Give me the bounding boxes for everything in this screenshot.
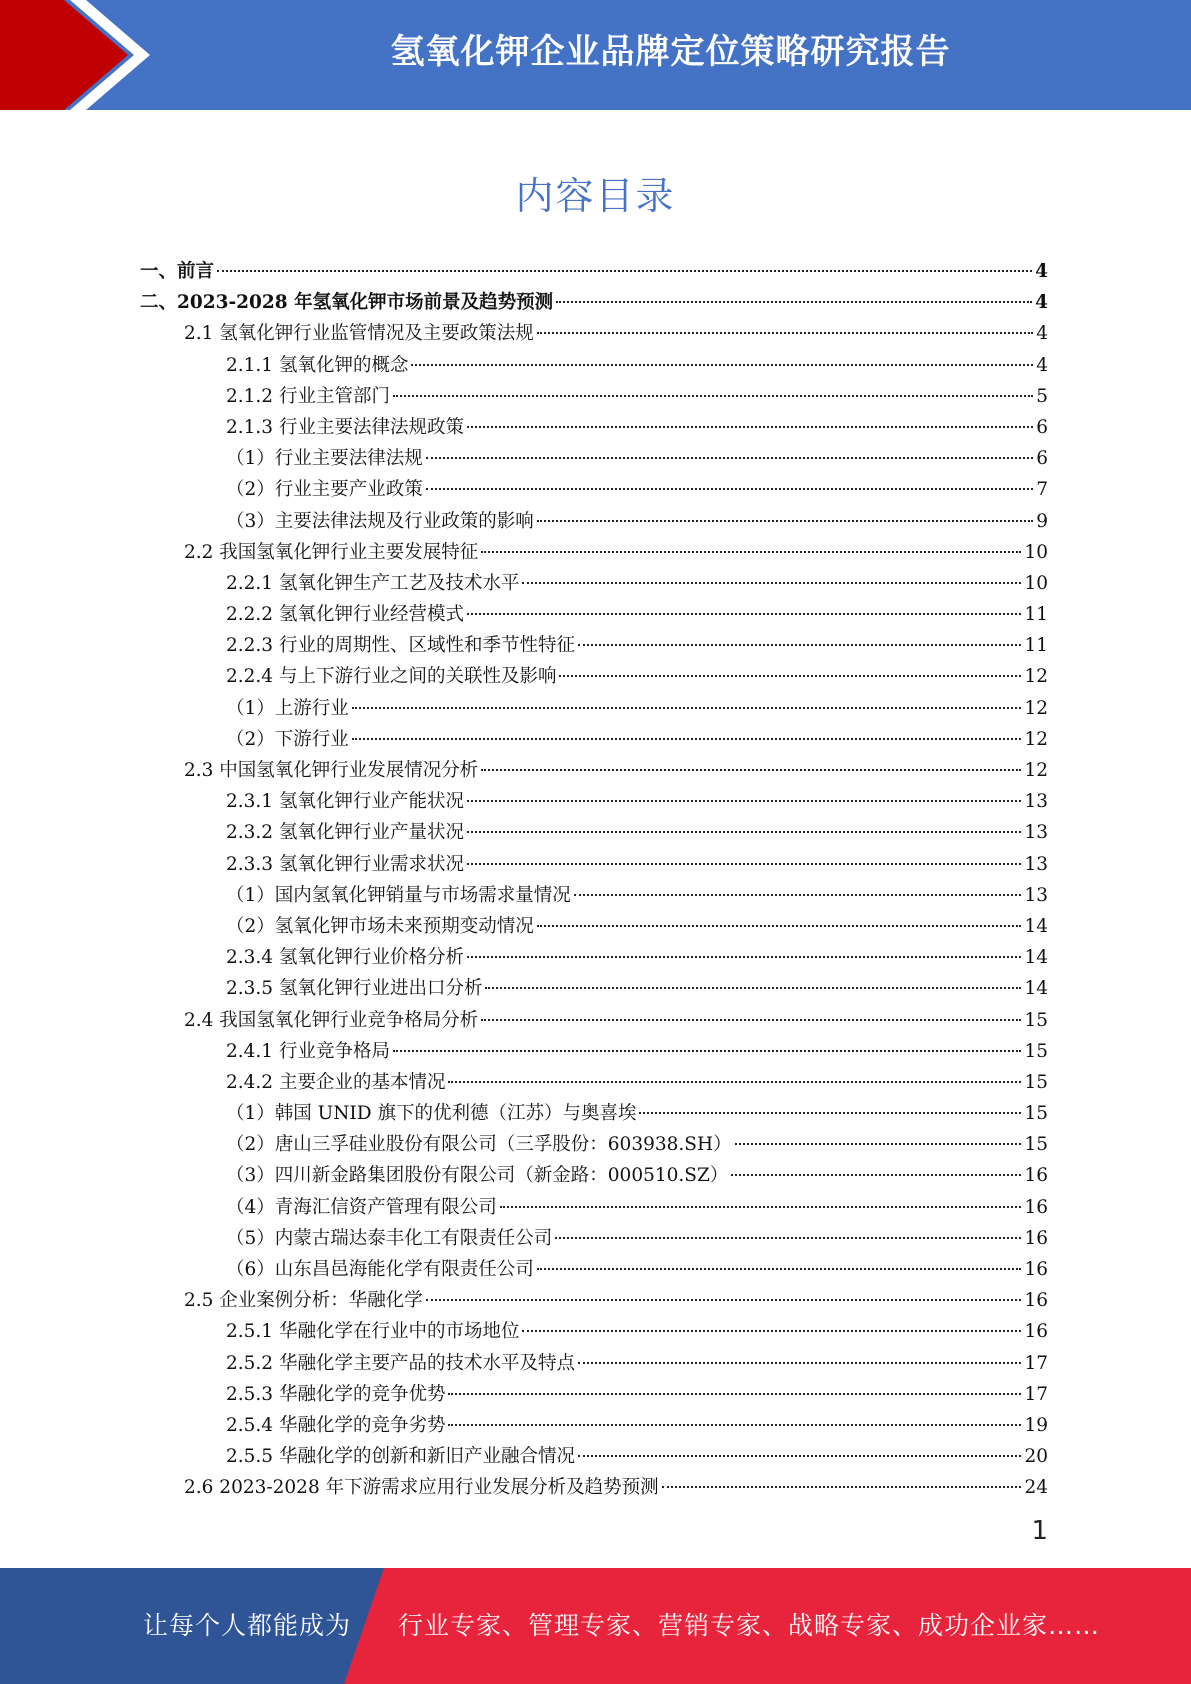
footer-slogan-left: 让每个人都能成为 [143, 1611, 352, 1640]
toc-entry-page: 12 [1024, 728, 1048, 750]
toc-entry-page: 4 [1036, 354, 1048, 376]
toc-entry-text: 2.1.3 行业主要法律法规政策 [226, 416, 464, 438]
toc-leader-dots [481, 769, 1021, 771]
toc-leader-dots [556, 301, 1032, 303]
toc-entry-page: 17 [1024, 1352, 1048, 1374]
header-banner [0, 0, 1191, 110]
toc-entry[interactable] [140, 786, 1048, 817]
toc-leader-dots [481, 551, 1021, 553]
toc-entry-text: 2.4.2 主要企业的基本情况 [226, 1071, 446, 1093]
toc-leader-dots [352, 738, 1022, 740]
toc-entry[interactable] [140, 1410, 1048, 1441]
toc-leader-dots [537, 332, 1033, 334]
header-title: 氢氧化钾企业品牌定位策略研究报告 [390, 32, 951, 72]
toc-entry[interactable] [140, 942, 1048, 973]
toc-leader-dots [448, 1424, 1021, 1426]
toc-entry-text: 2.2.3 行业的周期性、区域性和季节性特征 [226, 635, 575, 657]
toc-entry[interactable] [140, 817, 1048, 848]
toc-entry-text: （3）主要法律法规及行业政策的影响 [226, 510, 534, 532]
toc-entry-page: 4 [1035, 261, 1048, 282]
toc-leader-dots [537, 1268, 1022, 1270]
toc-entry-text: 2.4 我国氢氧化钾行业竞争格局分析 [184, 1009, 479, 1031]
toc-entry-page: 10 [1024, 572, 1048, 594]
toc-entry-text: 二、2023-2028 年氢氧化钾市场前景及趋势预测 [140, 292, 554, 314]
toc-leader-dots [537, 520, 1033, 522]
toc-entry-text: 2.1.2 行业主管部门 [226, 385, 390, 407]
toc-entry-page: 12 [1024, 760, 1048, 781]
toc-entry-text: 2.3.3 氢氧化钾行业需求状况 [226, 853, 464, 875]
toc-leader-dots [481, 1019, 1021, 1021]
toc-entry[interactable] [140, 506, 1048, 537]
toc-leader-dots [217, 270, 1032, 272]
toc-entry-text: （1）上游行业 [226, 697, 349, 719]
toc-leader-dots [448, 1081, 1021, 1083]
toc-leader-dots [467, 613, 1021, 615]
toc-entry-text: 2.2.1 氢氧化钾生产工艺及技术水平 [226, 572, 520, 594]
table-of-contents [140, 256, 1048, 1504]
toc-entry-page: 15 [1024, 1040, 1048, 1062]
toc-entry-text: （1）国内氢氧化钾销量与市场需求量情况 [226, 884, 571, 906]
toc-entry-page: 4 [1036, 323, 1048, 345]
toc-entry-text: （1）韩国 UNID 旗下的优利德（江苏）与奥喜埃 [226, 1103, 637, 1125]
toc-entry[interactable] [140, 693, 1048, 724]
toc-entry-page: 4 [1035, 292, 1048, 314]
toc-entry-text: 2.2 我国氢氧化钾行业主要发展特征 [184, 541, 479, 563]
toc-entry[interactable] [140, 412, 1048, 443]
toc-entry[interactable] [140, 1223, 1048, 1254]
toc-entry[interactable] [140, 1441, 1048, 1472]
toc-leader-dots [731, 1174, 1021, 1176]
toc-entry-page: 10 [1024, 541, 1048, 563]
toc-entry[interactable] [140, 537, 1048, 568]
toc-entry[interactable] [140, 1254, 1048, 1285]
toc-leader-dots [578, 1455, 1021, 1457]
toc-entry-text: （6）山东昌邑海能化学有限责任公司 [226, 1259, 534, 1280]
toc-leader-dots [467, 863, 1021, 865]
toc-leader-dots [639, 1112, 1021, 1114]
toc-entry-text: 2.3.5 氢氧化钾行业进出口分析 [226, 978, 483, 1000]
toc-entry-page: 14 [1024, 915, 1048, 937]
toc-entry-text: （2）下游行业 [226, 728, 349, 750]
toc-entry[interactable] [140, 755, 1048, 786]
toc-leader-dots [467, 831, 1021, 833]
footer-banner [0, 1568, 1191, 1684]
toc-leader-dots [578, 644, 1021, 646]
toc-leader-dots [393, 395, 1033, 397]
toc-entry[interactable] [140, 1036, 1048, 1067]
toc-entry-text: 2.5.3 华融化学的竞争优势 [226, 1383, 446, 1405]
toc-entry-page: 15 [1024, 1103, 1048, 1125]
toc-entry[interactable] [140, 350, 1048, 381]
toc-leader-dots [735, 1143, 1022, 1145]
toc-entry-page: 17 [1024, 1383, 1048, 1405]
toc-entry[interactable] [140, 599, 1048, 630]
toc-entry-page: 11 [1024, 604, 1048, 626]
toc-entry-page: 6 [1036, 448, 1048, 470]
toc-leader-dots [467, 426, 1033, 428]
toc-leader-dots [537, 925, 1022, 927]
toc-entry-page: 16 [1024, 1290, 1048, 1312]
toc-entry[interactable] [140, 287, 1048, 318]
toc-entry-page: 14 [1024, 978, 1048, 1000]
toc-leader-dots [559, 675, 1021, 677]
toc-entry-page: 11 [1024, 635, 1048, 657]
toc-entry-page: 7 [1036, 479, 1048, 501]
toc-entry[interactable] [140, 1348, 1048, 1379]
toc-entry[interactable] [140, 474, 1048, 505]
toc-entry[interactable] [140, 1285, 1048, 1316]
toc-entry-page: 15 [1024, 1134, 1048, 1156]
toc-entry-text: 2.3.1 氢氧化钾行业产能状况 [226, 791, 464, 813]
toc-entry[interactable] [140, 1316, 1048, 1347]
toc-entry-page: 16 [1024, 1321, 1048, 1343]
toc-entry[interactable] [140, 1005, 1048, 1036]
toc-leader-dots [485, 987, 1021, 989]
toc-entry-text: 2.1 氢氧化钾行业监管情况及主要政策法规 [184, 323, 534, 345]
toc-entry-text: （4）青海汇信资产管理有限公司 [226, 1196, 497, 1218]
toc-entry[interactable] [140, 911, 1048, 942]
toc-entry-text: （1）行业主要法律法规 [226, 448, 423, 470]
toc-entry[interactable] [140, 1472, 1048, 1503]
toc-entry[interactable] [140, 443, 1048, 474]
toc-entry-page: 12 [1024, 666, 1048, 688]
toc-entry[interactable] [140, 1098, 1048, 1129]
toc-entry-page: 6 [1036, 416, 1048, 438]
toc-entry[interactable] [140, 318, 1048, 349]
toc-entry-text: 2.5.2 华融化学主要产品的技术水平及特点 [226, 1352, 575, 1374]
toc-entry[interactable] [140, 724, 1048, 755]
toc-entry-page: 16 [1024, 1227, 1048, 1249]
toc-entry-page: 16 [1024, 1165, 1048, 1187]
toc-leader-dots [467, 800, 1021, 802]
toc-entry-text: 2.3.2 氢氧化钾行业产量状况 [226, 822, 464, 844]
toc-leader-dots [352, 707, 1022, 709]
footer-slogan-right: 行业专家、管理专家、营销专家、战略专家、成功企业家…… [398, 1611, 1101, 1640]
toc-entry-page: 19 [1024, 1414, 1048, 1436]
toc-entry-page: 14 [1024, 947, 1048, 969]
toc-entry[interactable] [140, 973, 1048, 1004]
toc-entry-text: 2.3.4 氢氧化钾行业价格分析 [226, 947, 464, 969]
toc-entry-page: 13 [1024, 853, 1048, 875]
page-number: 1 [1031, 1516, 1048, 1546]
toc-entry-page: 15 [1024, 1009, 1048, 1031]
toc-entry[interactable] [140, 1192, 1048, 1223]
toc-entry-text: 2.2.2 氢氧化钾行业经营模式 [226, 604, 464, 626]
toc-leader-dots [426, 488, 1033, 490]
toc-leader-dots [448, 1393, 1021, 1395]
toc-leader-dots [555, 1237, 1021, 1239]
toc-title: 内容目录 [515, 174, 676, 218]
toc-entry-text: 2.4.1 行业竞争格局 [226, 1040, 390, 1062]
toc-entry-text: 2.1.1 氢氧化钾的概念 [226, 354, 409, 376]
toc-leader-dots [426, 1299, 1022, 1301]
toc-entry[interactable] [140, 1067, 1048, 1098]
toc-entry[interactable] [140, 849, 1048, 880]
toc-entry-text: （5）内蒙古瑞达泰丰化工有限责任公司 [226, 1227, 553, 1249]
toc-entry-text: （2）行业主要产业政策 [226, 479, 423, 501]
toc-entry[interactable] [140, 1379, 1048, 1410]
toc-entry[interactable] [140, 381, 1048, 412]
toc-entry[interactable] [140, 256, 1048, 287]
toc-leader-dots [411, 364, 1033, 366]
toc-entry-page: 16 [1024, 1196, 1048, 1218]
toc-entry-page: 9 [1036, 510, 1048, 532]
toc-leader-dots [393, 1050, 1021, 1052]
toc-entry[interactable] [140, 1129, 1048, 1160]
toc-entry-page: 13 [1024, 884, 1048, 906]
toc-entry-page: 13 [1024, 822, 1048, 844]
toc-entry-page: 13 [1024, 791, 1048, 813]
toc-leader-dots [662, 1486, 1022, 1488]
toc-entry-page: 16 [1024, 1259, 1048, 1280]
toc-entry-text: 2.5 企业案例分析：华融化学 [184, 1290, 423, 1312]
toc-entry-text: 2.5.1 华融化学在行业中的市场地位 [226, 1321, 520, 1343]
toc-entry-page: 20 [1024, 1446, 1048, 1468]
toc-entry[interactable] [140, 661, 1048, 692]
toc-leader-dots [522, 1330, 1021, 1332]
toc-entry-text: （2）氢氧化钾市场未来预期变动情况 [226, 915, 534, 937]
toc-entry-page: 15 [1024, 1071, 1048, 1093]
toc-entry-page: 5 [1036, 385, 1048, 407]
toc-leader-dots [500, 1206, 1022, 1208]
toc-entry-text: 2.3 中国氢氧化钾行业发展情况分析 [184, 760, 479, 781]
toc-leader-dots [467, 956, 1021, 958]
toc-entry-text: 2.5.5 华融化学的创新和新旧产业融合情况 [226, 1446, 575, 1468]
toc-leader-dots [574, 894, 1022, 896]
toc-leader-dots [578, 1362, 1021, 1364]
toc-entry-text: （3）四川新金路集团股份有限公司（新金路：000510.SZ） [226, 1165, 729, 1187]
toc-entry[interactable] [140, 1160, 1048, 1191]
toc-leader-dots [426, 457, 1033, 459]
toc-entry[interactable] [140, 880, 1048, 911]
toc-entry-text: 2.6 2023-2028 年下游需求应用行业发展分析及趋势预测 [184, 1477, 659, 1499]
toc-entry-text: 2.5.4 华融化学的竞争劣势 [226, 1414, 446, 1436]
toc-entry-text: 2.2.4 与上下游行业之间的关联性及影响 [226, 666, 557, 688]
toc-entry[interactable] [140, 568, 1048, 599]
toc-leader-dots [522, 582, 1021, 584]
toc-entry-page: 12 [1024, 697, 1048, 719]
toc-entry[interactable] [140, 630, 1048, 661]
toc-entry-page: 24 [1024, 1477, 1048, 1499]
toc-entry-text: 一、前言 [140, 261, 215, 282]
toc-entry-text: （2）唐山三孚硅业股份有限公司（三孚股份：603938.SH） [226, 1134, 732, 1156]
